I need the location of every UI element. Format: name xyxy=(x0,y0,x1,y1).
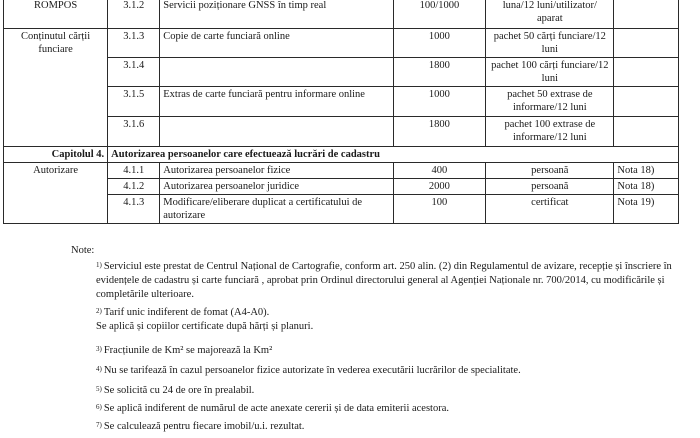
chapter-label: Capitolul 4. xyxy=(4,147,108,163)
note-text: Tarif unic indiferent de fomat (A4-A0). xyxy=(103,307,270,318)
note-text: Nu se tarifează în cazul persoanelor fizice autorizate în vederea executării lucrărilor de specialitate. xyxy=(103,365,521,376)
value-cell: 1800 xyxy=(393,58,486,87)
description-cell xyxy=(160,117,393,147)
unit-cell: pachet 100 extrase de informare/12 luni xyxy=(486,117,614,147)
code-cell: 3.1.2 xyxy=(108,0,160,29)
note-cell xyxy=(614,117,679,147)
code-cell: 3.1.5 xyxy=(108,87,160,117)
table-row xyxy=(4,29,679,58)
chapter-title: Autorizarea persoanelor care efectuează lucrări de cadastru xyxy=(108,147,679,163)
unit-cell: certificat xyxy=(486,195,614,224)
note-cell xyxy=(614,29,679,58)
note-text: Se calculează pentru fiecare imobil/u.i. rezultat. xyxy=(103,421,305,432)
code-cell: 4.1.1 xyxy=(108,163,160,179)
note-item xyxy=(96,306,686,334)
note-cell xyxy=(614,58,679,87)
code-cell: 4.1.2 xyxy=(108,179,160,195)
value-cell: 1000 xyxy=(393,29,486,58)
note-continuation: Se aplică și copiilor certificate după hărți și planuri. xyxy=(96,321,314,332)
chapter-row xyxy=(4,147,679,163)
note-item xyxy=(96,260,686,302)
value-cell: 1800 xyxy=(393,117,486,147)
fees-table xyxy=(3,0,679,224)
note-marker: 3) xyxy=(96,345,102,353)
value-cell: 1000 xyxy=(393,87,486,117)
note-text: Se aplică indiferent de numărul de acte anexate cererii și de data emiterii acestora. xyxy=(103,403,450,414)
description-cell: Autorizarea persoanelor juridice xyxy=(160,179,393,195)
note-cell xyxy=(614,87,679,117)
section-cell: ROMPOS xyxy=(4,0,108,29)
note-item xyxy=(96,402,686,416)
note-item xyxy=(96,344,686,358)
note-cell xyxy=(614,0,679,29)
table-row xyxy=(4,163,679,179)
note-item xyxy=(96,384,686,398)
value-cell: 2000 xyxy=(393,179,486,195)
note-cell: Nota 19) xyxy=(614,195,679,224)
note-item xyxy=(96,420,686,434)
note-text: Serviciul este prestat de Centrul Național de Cartografie, conform art. 250 alin. (2) din Regulamentul de avizare, recepție și înscriere în evidențele de cadastru și carte funciară , aprobat prin Ordinul directorului general al Agenției Naționale nr. 700/2014, cu modificările și completările ulterioare. xyxy=(96,261,672,300)
section-cell: Conținutul cărții funciare xyxy=(4,29,108,147)
note-marker: 2) xyxy=(96,307,102,315)
description-cell: Extras de carte funciară pentru informare online xyxy=(160,87,393,117)
unit-cell: pachet 50 cărți funciare/12 luni xyxy=(486,29,614,58)
code-cell: 3.1.3 xyxy=(108,29,160,58)
notes-title: Note: xyxy=(71,245,95,256)
code-cell: 3.1.6 xyxy=(108,117,160,147)
code-cell: 3.1.4 xyxy=(108,58,160,87)
description-cell: Copie de carte funciară online xyxy=(160,29,393,58)
unit-cell: pachet 50 extrase de informare/12 luni xyxy=(486,87,614,117)
code-cell: 4.1.3 xyxy=(108,195,160,224)
note-marker: 6) xyxy=(96,403,102,411)
note-item xyxy=(96,364,686,378)
note-marker: 1) xyxy=(96,261,102,269)
note-text: Fracțiunile de Km² se majorează la Km² xyxy=(103,345,273,356)
note-cell: Nota 18) xyxy=(614,163,679,179)
description-cell xyxy=(160,58,393,87)
unit-cell: persoană xyxy=(486,179,614,195)
note-cell: Nota 18) xyxy=(614,179,679,195)
unit-cell: luna/12 luni/utilizator/ aparat xyxy=(486,0,614,29)
description-cell: Autorizarea persoanelor fizice xyxy=(160,163,393,179)
note-marker: 4) xyxy=(96,365,102,373)
unit-cell: pachet 100 cărți funciare/12 luni xyxy=(486,58,614,87)
unit-cell: persoană xyxy=(486,163,614,179)
note-marker: 5) xyxy=(96,385,102,393)
table-row xyxy=(4,0,679,29)
value-cell: 400 xyxy=(393,163,486,179)
section-cell: Autorizare xyxy=(4,163,108,224)
note-text: Se solicită cu 24 de ore în prealabil. xyxy=(103,385,255,396)
description-cell: Servicii poziționare GNSS în timp real xyxy=(160,0,393,29)
description-cell: Modificare/eliberare duplicat a certificatului de autorizare xyxy=(160,195,393,224)
value-cell: 100/1000 xyxy=(393,0,486,29)
value-cell: 100 xyxy=(393,195,486,224)
note-marker: 7) xyxy=(96,421,102,429)
